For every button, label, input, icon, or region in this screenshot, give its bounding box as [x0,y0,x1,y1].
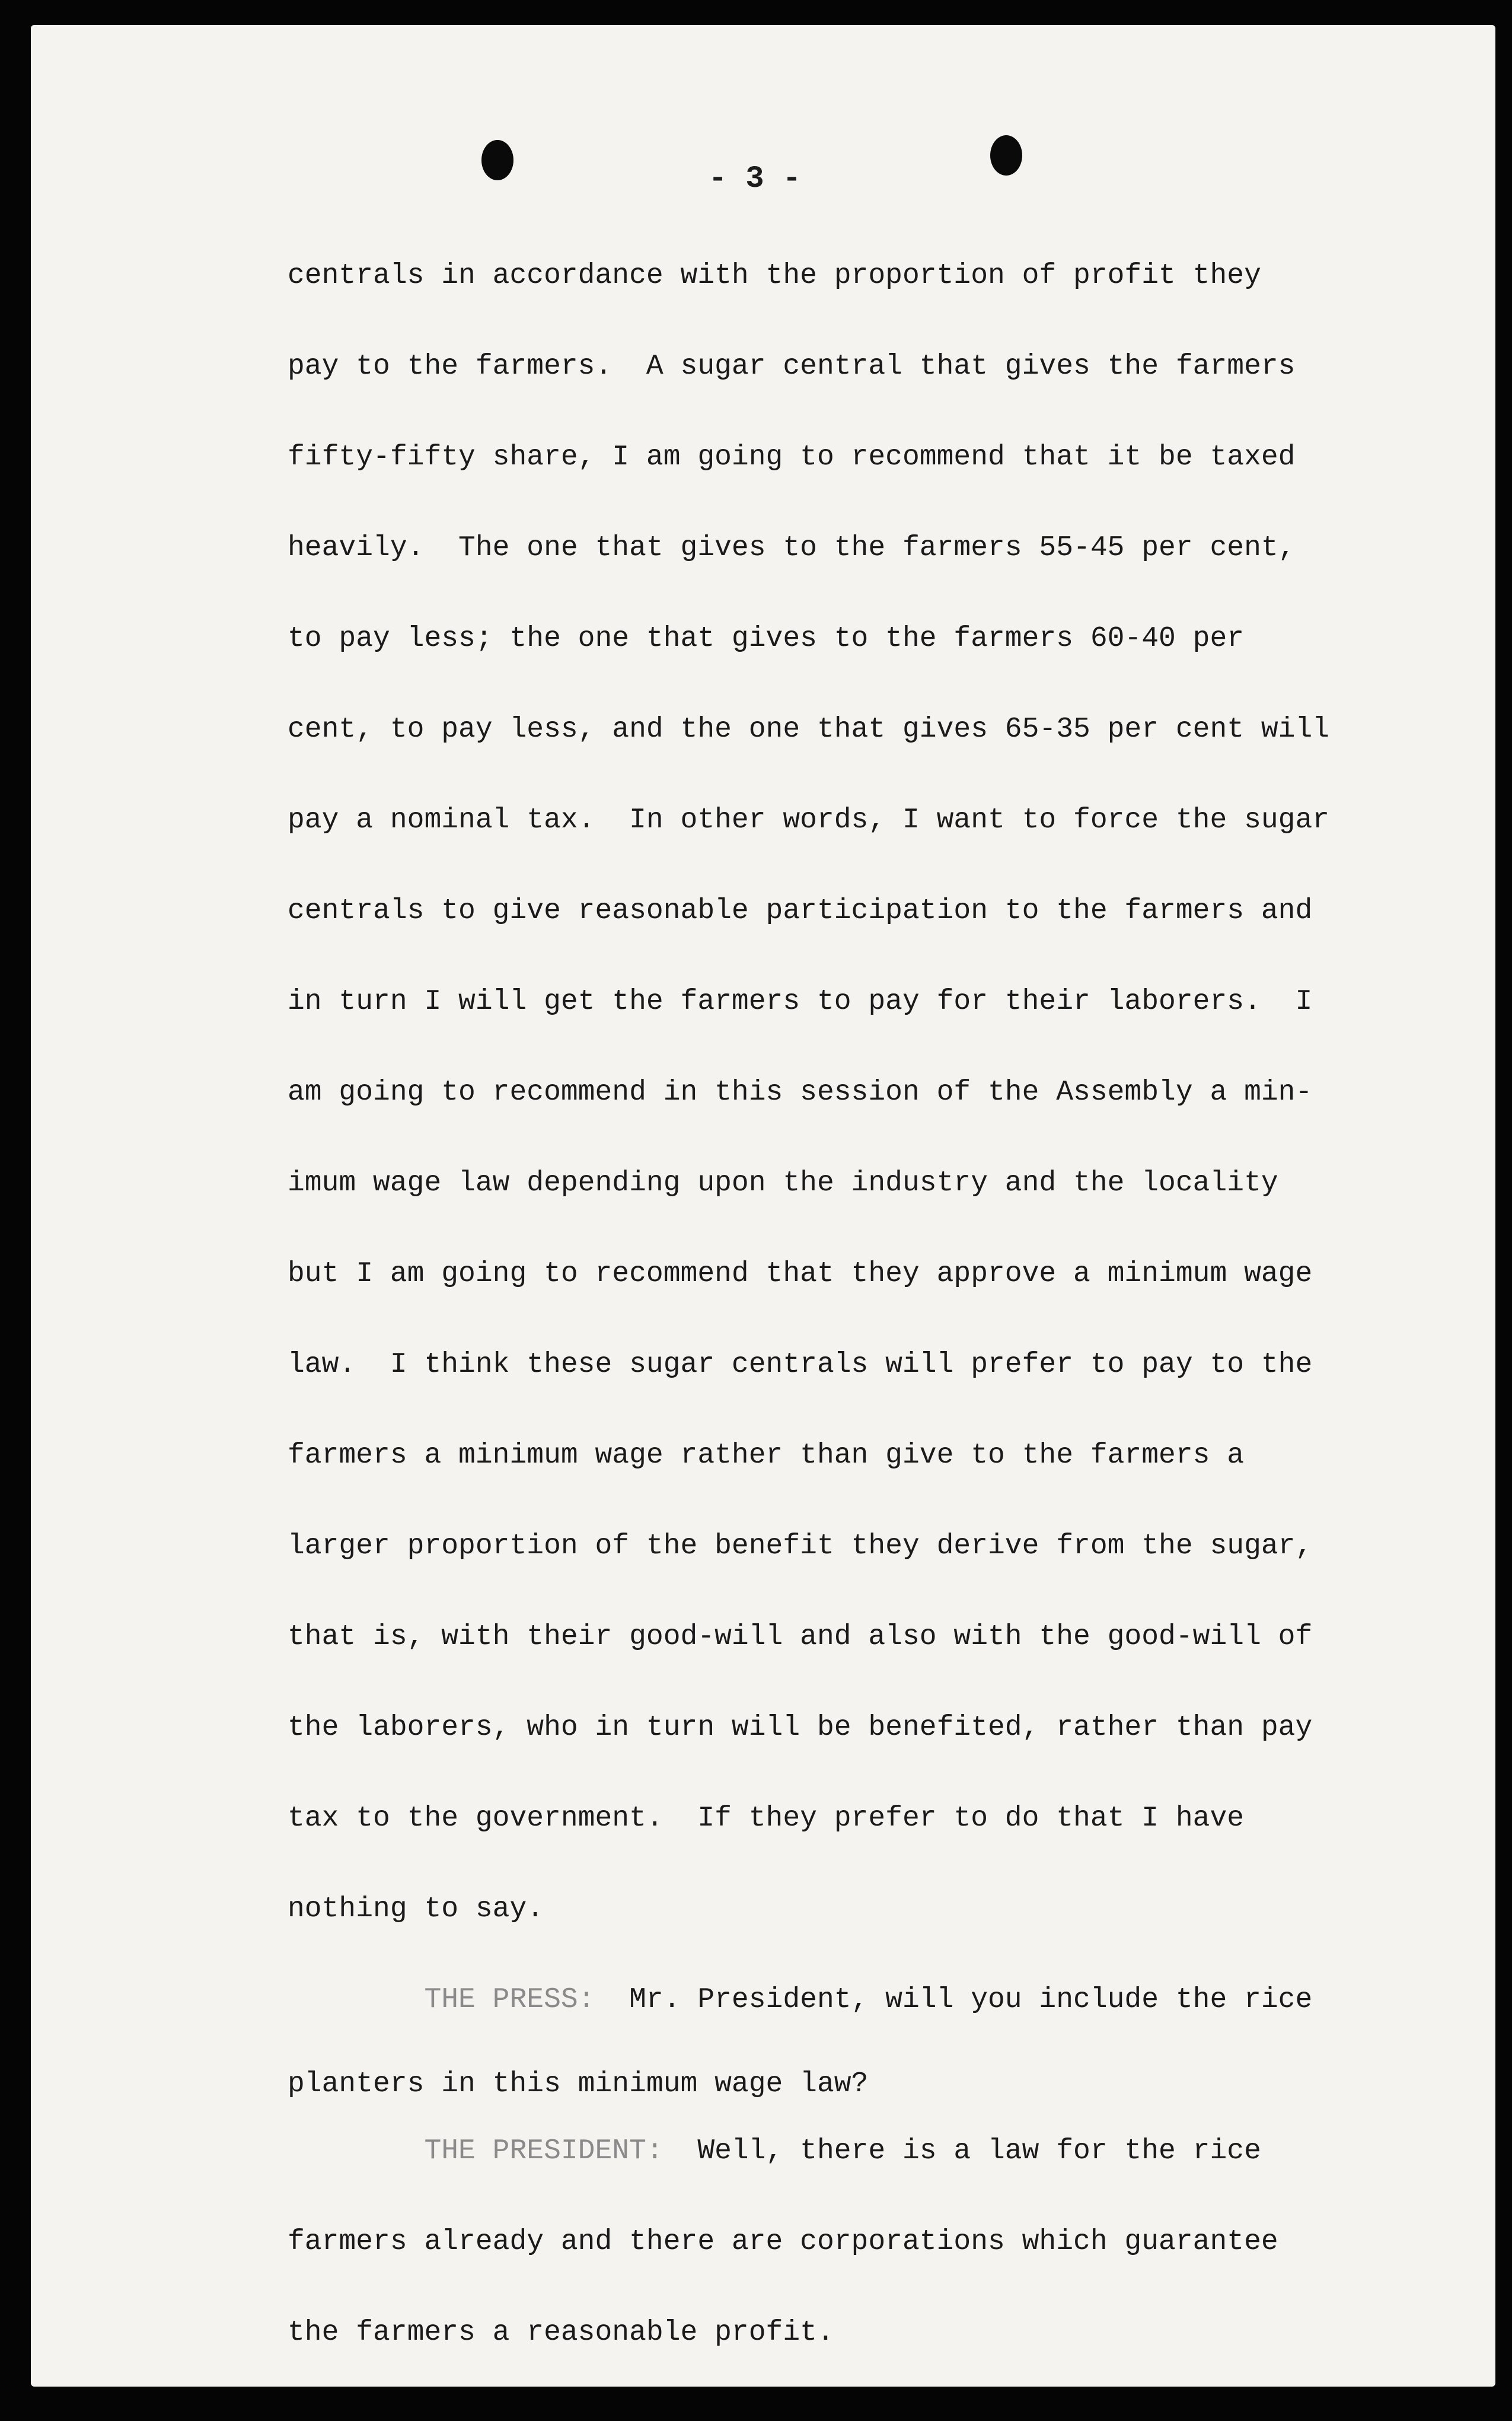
text-line: centrals in accordance with the proportion of profit they [288,260,1261,292]
president-answer-line-2: farmers already and there are corporations which guarantee [288,2226,1278,2258]
page-number: - 3 - [709,161,802,196]
text-line: nothing to say. [288,1893,544,1925]
text-line: that is, with their good-will and also with the good-will of [288,1621,1313,1653]
text-line: tax to the government. If they prefer to do that I have [288,1802,1245,1834]
press-question-line-2: planters in this minimum wage law? [288,2068,869,2100]
text-line: the laborers, who in turn will be benefited, rather than pay [288,1712,1313,1744]
text-line: am going to recommend in this session of the Assembly a min- [288,1076,1313,1108]
body-text [288,249,1462,2397]
text-line: larger proportion of the benefit they derive from the sugar, [288,1530,1313,1562]
question-text: Mr. President, will you include the rice [629,1984,1313,2016]
president-answer-line-3: the farmers a reasonable profit. [288,2317,834,2349]
president-answer-line-1 [288,2124,1462,2215]
press-question-line-1 [288,1973,1462,2057]
text-line: but I am going to recommend that they approve a minimum wage [288,1258,1313,1290]
text-line: centrals to give reasonable participation to the farmers and [288,895,1313,927]
text-line: cent, to pay less, and the one that gives 65-35 per cent will [288,713,1330,746]
speaker-press: THE PRESS: [424,1984,595,2016]
punch-hole-right [990,135,1022,176]
text-line: farmers a minimum wage rather than give to the farmers a [288,1439,1245,1471]
text-line: pay a nominal tax. In other words, I want to force the sugar [288,804,1330,836]
text-line: to pay less; the one that gives to the farmers 60-40 per [288,623,1245,655]
punch-hole-left [481,140,513,180]
speaker-president: THE PRESIDENT: [424,2135,664,2167]
text-line: pay to the farmers. A sugar central that gives the farmers [288,351,1296,383]
text-line: law. I think these sugar centrals will prefer to pay to the [288,1349,1313,1381]
text-line: in turn I will get the farmers to pay for their laborers. I [288,986,1313,1018]
text-line: imum wage law depending upon the industry and the locality [288,1167,1278,1199]
text-line: fifty-fifty share, I am going to recommend that it be taxed [288,441,1296,473]
answer-text: Well, there is a law for the rice [697,2135,1261,2167]
text-line: heavily. The one that gives to the farmers 55-45 per cent, [288,532,1296,564]
